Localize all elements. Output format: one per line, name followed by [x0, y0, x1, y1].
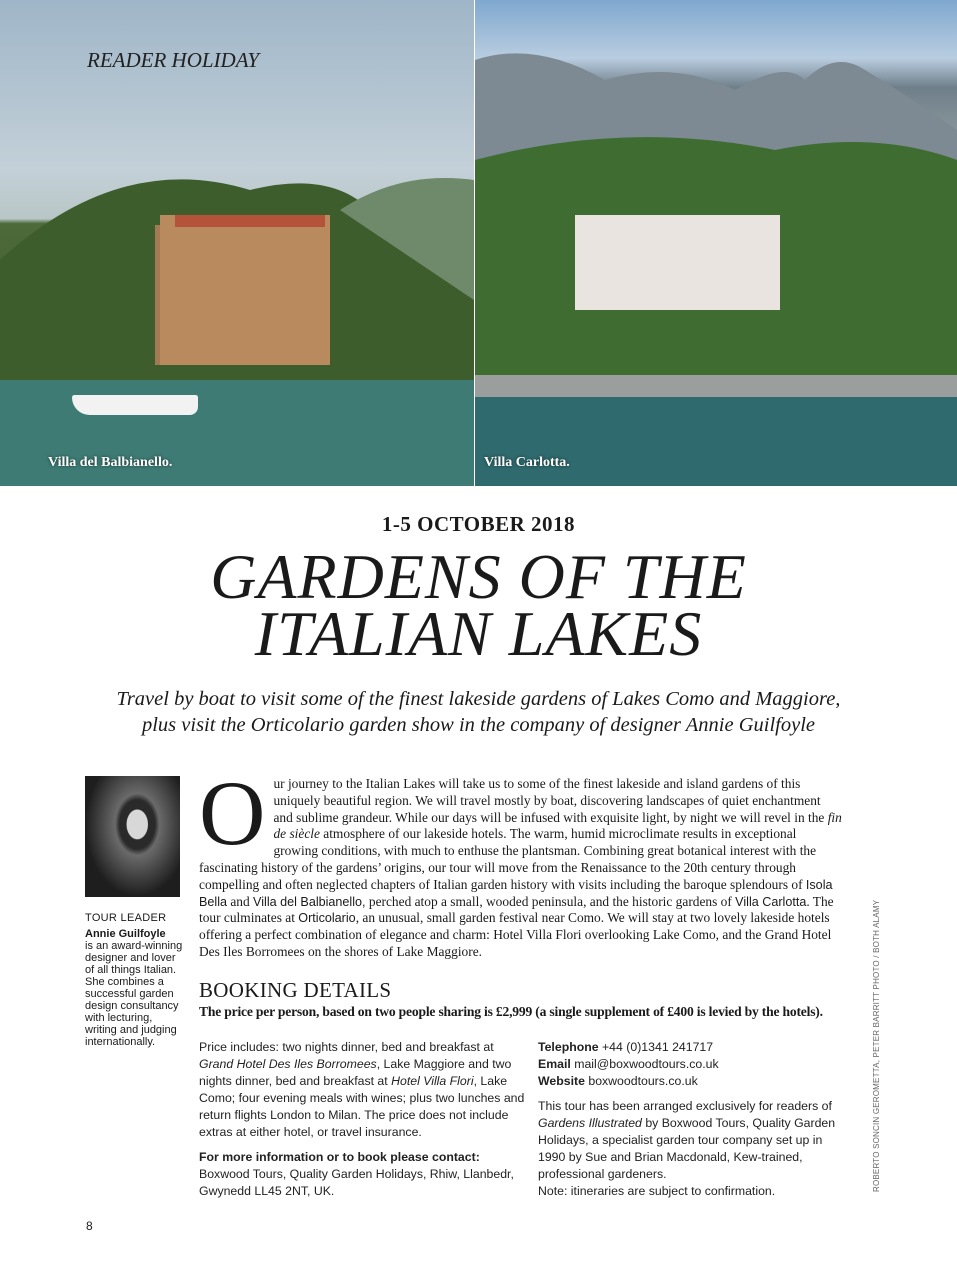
body-text: atmosphere of our lakeside hotels. The warm, humid microclimate results in exceptional growing conditions, with much to enthuse the plantsman. Combining great botanical interest with the fascinating history of the gardens’ origins, our tour will move from the Renaissance to the 20th century through compelling and often neglected chapters of Italian garden history with visits including the baroque splendours of [199, 826, 817, 892]
telephone[interactable]: +44 (0)1341 241717 [598, 1040, 714, 1054]
tour-leader-bio [85, 912, 185, 1048]
subtitle [0, 686, 957, 738]
price-includes [199, 1039, 529, 1141]
tour-dates: 1-5 OCTOBER 2018 [381, 512, 576, 536]
photo-caption: Villa Carlotta. [484, 455, 570, 470]
garden-name: Isola Bella [199, 877, 833, 909]
contact-details [538, 1039, 838, 1090]
contact-heading: For more information or to book please contact: [199, 1150, 480, 1164]
email-label: Email [538, 1057, 571, 1071]
body-text: , an unusual, small garden festival near Como. We will stay at two lovely lakeside hotels offering a perfect combination of elegance and charm: Hotel Villa Flori overlooking Lake Como, and the Grand Hotel Des Iles Borromees on the shores of Lake Maggiore. [199, 910, 832, 959]
page-title [0, 541, 957, 669]
tour-leader-photo [85, 776, 180, 897]
booking-column-right [538, 1039, 838, 1208]
subtitle-line: Travel by boat to visit some of the finest lakeside gardens of Lakes Como and Maggiore, [116, 688, 841, 710]
lakeside-wall [475, 375, 957, 397]
garden-name: Villa del Balbianello, [253, 894, 366, 909]
booking-price: The price per person, based on two people sharing is £2,999 (a single supplement of £400 is levied by the hotels). [199, 1004, 823, 1019]
booking-heading: BOOKING DETAILS [199, 978, 392, 1002]
text: , Lake Como; four evening meals with wines; plus two lunches and return flights London to Milan. The price does not include extras at either hotel, or travel insurance. [199, 1074, 525, 1139]
telephone-label: Telephone [538, 1040, 599, 1054]
email-link[interactable]: mail@boxwoodtours.co.uk [570, 1057, 719, 1071]
drop-cap: O [199, 762, 266, 864]
text: by Boxwood Tours, Quality Garden Holidays, a specialist garden tour company set up in 1990 by Sue and Brian Macdonald, Kew-trained, professional gardeners. [538, 1116, 836, 1181]
garden-name: Orticolario [298, 911, 356, 926]
contact-address: Boxwood Tours, Quality Garden Holidays, Rhiw, Llanbedr, Gwynedd LL45 2NT, UK. [199, 1167, 514, 1198]
tour-note [538, 1098, 838, 1200]
website-label: Website [538, 1074, 585, 1088]
body-text: perched atop a small, wooded peninsula, and the historic gardens of [365, 893, 736, 909]
body-text: ur journey to the Italian Lakes will take us to some of the finest lakeside and island gardens of this uniquely beautiful region. We will travel mostly by boat, discovering landscapes of quiet enchantment and sublime grandeur. While our days will be infused with exquisite light, by night we will revel in the [273, 776, 828, 825]
tour-leader-name: Annie Guilfoyle [85, 928, 166, 940]
garden-name: Villa Carlotta [735, 894, 807, 909]
booking-column-left [199, 1039, 529, 1208]
text: This tour has been arranged exclusively for readers of [538, 1099, 832, 1113]
villa-roof [175, 215, 325, 227]
photo-caption: Villa del Balbianello. [48, 455, 173, 470]
text: , Lake Maggiore and two nights dinner, bed and breakfast at [199, 1057, 512, 1088]
title-line: GARDENS OF THE [210, 541, 747, 612]
title-line: ITALIAN LAKES [254, 598, 703, 669]
boat [72, 395, 198, 415]
villa-building [160, 215, 330, 365]
text: Note: itineraries are subject to confirmation. [538, 1184, 776, 1198]
body-text: . The tour culminates at [199, 893, 834, 926]
tour-leader-description: is an award-winning designer and lover of all things Italian. She combines a successful garden design consultancy with lecturing, writing and judging internationally. [85, 940, 183, 1048]
section-kicker: READER HOLIDAY [87, 48, 260, 72]
text: Price includes: two nights dinner, bed and breakfast at [199, 1040, 494, 1054]
photo-villa-del-balbianello [0, 0, 474, 486]
article-body [199, 762, 842, 961]
website-link[interactable]: boxwoodtours.co.uk [584, 1074, 698, 1088]
photo-credit: ROBERTO SONCIN GEROMETTA, PETER BARRITT PHOTO / BOTH ALAMY [872, 899, 881, 1192]
contact-info [199, 1149, 529, 1200]
page-number: 8 [86, 1219, 93, 1233]
body-text: and [227, 893, 254, 909]
hotel-name: Grand Hotel Des Iles Borromees [199, 1057, 377, 1071]
tour-leader-heading: TOUR LEADER [85, 912, 167, 924]
photo-villa-carlotta [475, 0, 957, 486]
villa-building [575, 215, 780, 310]
hotel-name: Hotel Villa Flori [391, 1074, 474, 1088]
magazine-name: Gardens Illustrated [538, 1116, 642, 1130]
subtitle-line: plus visit the Orticolario garden show in the company of designer Annie Guilfoyle [141, 714, 815, 736]
body-text-italic: fin de siècle [273, 809, 842, 842]
